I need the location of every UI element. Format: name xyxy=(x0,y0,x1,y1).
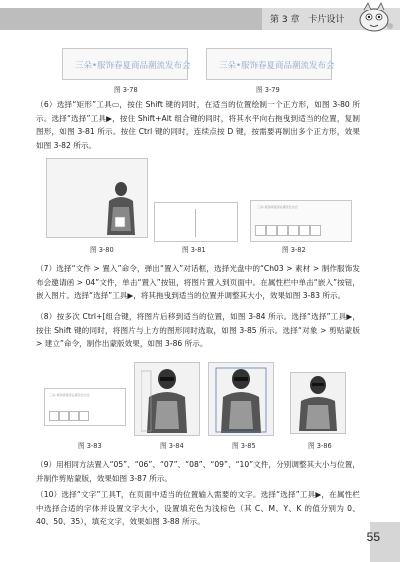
paragraph-10: （10）选择“文字”工具T，在页面中适当的位置输入需要的文字。选择“选择”工具▶，在属性栏中选择合适的字体并设置文字大小，设置填充色为浅棕色（其 C、M、Y、K 的值分别为 0、40、50、35），填充文字，效果如图 3-88 所示。 xyxy=(36,490,360,527)
header-dark-band xyxy=(0,8,262,30)
figure-caption: 图 3-78 xyxy=(114,86,138,94)
figure-3-78 xyxy=(62,48,191,80)
paragraph-8: （8）按多次 Ctrl+[组合键，将图片后移到适当的位置，如图 3-84 所示。选择“选择”工具▶，按住 Shift 键的同时，将图片与上方的图形同时选取，如图 3-85 所示。选择“对象 > 剪贴蒙版 > 建立”命令，制作出蒙版效果，如图 3-86 所示。 xyxy=(36,312,360,349)
figure-banner-text: 三朵•服饰春夏商品潮流发布会 xyxy=(75,61,191,71)
figure-caption: 图 3-86 xyxy=(308,442,332,450)
figure-caption: 图 3-82 xyxy=(282,246,306,254)
figure-3-81 xyxy=(154,202,238,242)
figure-caption: 图 3-80 xyxy=(90,246,114,254)
figure-3-80 xyxy=(46,158,148,238)
paragraph-9: （9）用相同方法置入“05”、“06”、“07”、“08”、“09”、“10”文件，分别调整其大小与位置，并制作剪贴蒙版，效果如图 3-87 所示。 xyxy=(36,460,360,483)
figure-banner-text: 三朵•服饰春夏商品潮流发布会 xyxy=(219,61,335,71)
figure-caption: 图 3-84 xyxy=(160,442,184,450)
figure-3-82 xyxy=(250,200,352,242)
paragraph-6: （6）选择“矩形”工具▭，按住 Shift 键的同时，在适当的位置绘制一个正方形，如图 3-80 所示。选择“选择”工具▶，按住 Shift+Alt 组合键的同时，将其水平向右拖曳到适当的位置，复制图形，如图 3-81 所示。按住 Ctrl 键的同时，连续点按 D 键，按需要再制出多个正方形，效果如图 3-82 所示。 xyxy=(36,100,360,150)
chapter-header xyxy=(270,12,344,25)
paragraph-7: （7）选择“文件 > 置入”命令，弹出“置入”对话框，选择光盘中的“Ch03 > 素材 > 制作服饰发布会邀请函 > 04”文件，单击“置入”按钮，将图片置入到页面中。在属性栏中单击“嵌入”按钮，嵌入图片。选择“选择”工具▶，将其拖曳到适当的位置并调整其大小，效果如图 3-83 所示。 xyxy=(36,264,360,301)
model-photo-icon xyxy=(295,375,341,431)
mascot-illustration xyxy=(352,0,396,34)
figure-3-83 xyxy=(44,388,126,426)
figure-3-85 xyxy=(208,362,274,436)
model-photo-icon xyxy=(99,181,139,235)
figure-caption: 图 3-83 xyxy=(78,442,102,450)
model-photo-icon xyxy=(215,367,267,433)
chapter-number: 第 3 章 xyxy=(270,15,300,25)
figure-caption: 图 3-79 xyxy=(256,86,280,94)
figure-3-86 xyxy=(290,372,346,434)
figure-caption: 图 3-81 xyxy=(182,246,206,254)
figure-small-text: 三朵•服饰春夏商品潮流发布会 xyxy=(49,393,90,397)
page-number: 55 xyxy=(366,530,380,544)
figure-3-79 xyxy=(206,48,335,80)
chapter-title: 卡片设计 xyxy=(308,15,345,25)
figure-3-84 xyxy=(134,362,200,436)
model-photo-icon xyxy=(141,367,193,433)
figure-small-text: 三朵•服饰春夏商品潮流发布会 xyxy=(257,205,298,209)
figure-caption: 图 3-85 xyxy=(232,442,256,450)
